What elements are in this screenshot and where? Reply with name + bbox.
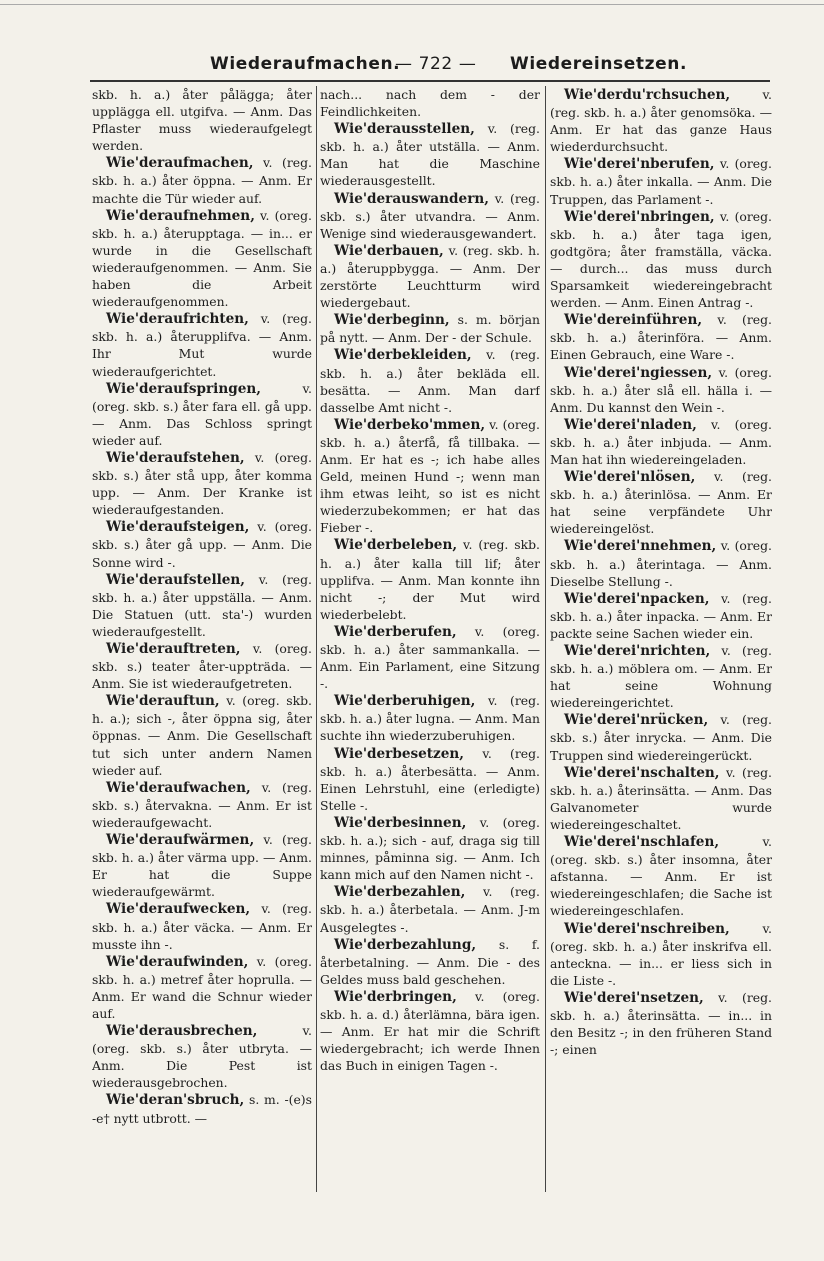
dictionary-entry bbox=[320, 86, 540, 120]
entry-headword: Wie'deraufwachen, bbox=[106, 779, 251, 796]
entry-definition: v. (reg. skb. h. a.) återinföra. — Anm. Einen Gebrauch, eine Ware -. bbox=[550, 312, 772, 363]
dictionary-entry bbox=[320, 242, 540, 311]
entry-definition: v. (reg. skb. s.) åter inrycka. — Anm. Die Truppen sind wiedereingerückt. bbox=[550, 712, 772, 763]
entry-headword: Wie'derdu'rchsuchen, bbox=[564, 87, 731, 103]
top-scan-rule bbox=[0, 4, 824, 5]
entry-headword: Wie'deraufstehen, bbox=[106, 449, 245, 466]
entry-definition: v. (reg. skb. h. a.) åter öppna. — Anm. Er machte die Tür wieder auf. bbox=[92, 155, 312, 206]
dictionary-entry bbox=[92, 449, 312, 518]
entry-definition: s. m. början på nytt. — Anm. Der - der Schule. bbox=[320, 312, 540, 346]
entry-definition: v. (reg. skb. h. a.) åter inpacka. — Anm. Er packte seine Sachen wieder ein. bbox=[550, 590, 772, 641]
entry-headword: Wie'derei'nladen, bbox=[564, 416, 697, 433]
entry-definition: v. (oreg. skb. h. a.) återupptaga. — in... er wurde in die Gesellschaft wiederaufgenommen. — Anm. Sie haben die Arbeit wiederaufgenommen. bbox=[92, 207, 312, 310]
entry-definition: v. (reg. skb. h. a.) åter genomsöka. — Anm. Er hat das ganze Haus wiederdurchsucht. bbox=[550, 87, 772, 155]
entry-headword: Wie'derei'nrücken, bbox=[564, 712, 709, 729]
dictionary-entry bbox=[92, 154, 312, 206]
entry-headword: Wie'derei'nberufen, bbox=[564, 156, 715, 173]
dictionary-entry bbox=[550, 537, 772, 589]
dictionary-entry bbox=[550, 920, 772, 989]
entry-headword: Wie'deraufstellen, bbox=[106, 571, 246, 588]
entry-definition: v. (oreg. skb. s.) åter fara ell. gå upp. — Anm. Das Schloss springt wieder auf. bbox=[92, 380, 312, 448]
entry-definition: v. (oreg. skb. h. a.) metref åter hoprulla. — Anm. Er wand die Schnur wieder auf. bbox=[92, 953, 312, 1021]
entry-headword: Wie'derei'nsetzen, bbox=[564, 989, 704, 1006]
dictionary-entry bbox=[550, 416, 772, 468]
entry-definition: v. (oreg. skb. h. a.) åter slå ell. hälla i. — Anm. Du kannst den Wein -. bbox=[550, 364, 772, 415]
dictionary-entry bbox=[92, 953, 312, 1022]
page-header bbox=[90, 50, 770, 80]
entry-headword: Wie'derbeko'mmen, bbox=[334, 416, 486, 433]
dictionary-entry bbox=[550, 989, 772, 1058]
entry-headword: Wie'derei'ngiessen, bbox=[564, 364, 713, 381]
entry-definition: v. (reg. skb. h. a.) möblera om. — Anm. Er hat seine Wohnung wiedereingerichtet. bbox=[550, 643, 772, 711]
dictionary-entry bbox=[92, 571, 312, 640]
entry-headword: Wie'derei'nlösen, bbox=[564, 469, 696, 486]
entry-headword: Wie'deraufwinden, bbox=[106, 953, 249, 970]
dictionary-entry bbox=[92, 1091, 312, 1126]
dictionary-entry bbox=[550, 590, 772, 642]
column-2 bbox=[320, 86, 540, 1196]
dictionary-entry bbox=[320, 623, 540, 692]
dictionary-entry bbox=[320, 745, 540, 814]
entry-headword: Wie'derbeginn, bbox=[334, 312, 450, 329]
entry-definition: s. f. återbetalning. — Anm. Die - des Geldes muss bald geschehen. bbox=[320, 936, 540, 987]
entry-headword: Wie'derei'nschalten, bbox=[564, 764, 720, 781]
entry-headword: Wie'derei'npacken, bbox=[564, 590, 710, 607]
entry-headword: Wie'derbezahlen, bbox=[334, 884, 466, 901]
entry-headword: Wie'derauswandern, bbox=[334, 190, 489, 207]
entry-definition: v. (reg. skb. s.) återvakna. — Anm. Er ist wiederaufgewacht. bbox=[92, 779, 312, 830]
entry-headword: Wie'deraufwecken, bbox=[106, 901, 251, 918]
entry-definition: v. (reg. skb. h. a.) återinsätta. — in... in den Besitz -; in den früheren Stand -; einen bbox=[550, 989, 772, 1058]
entry-definition: v. (reg. skb. h. a.) åter lugna. — Anm. Man suchte ihn wiederzuberuhigen. bbox=[320, 693, 540, 744]
dictionary-entry bbox=[550, 364, 772, 416]
entry-headword: Wie'deran'sbruch, bbox=[106, 1092, 245, 1109]
entry-definition: v. (oreg. skb. h. a.) återfå, få tillbaka. — Anm. Er hat es -; ich habe alles Geld, meinen Hund -; wenn man ihm etwas leiht, so ist es nicht wiederzubekommen; er hat das Fieber -. bbox=[320, 416, 540, 536]
entry-headword: Wie'derei'nschlafen, bbox=[564, 834, 720, 851]
entry-definition: v. (reg. skb. h. a.) återbetala. — Anm. J-m Ausgelegtes -. bbox=[320, 884, 540, 935]
entry-definition: v. (reg. skb. h. a.) åter bekläda ell. besätta. — Anm. Man darf dasselbe Amt nicht -. bbox=[320, 347, 540, 415]
entry-definition: v. (oreg. skb. h. a.) återintaga. — Anm. Dieselbe Stellung -. bbox=[550, 538, 772, 589]
dictionary-entry bbox=[92, 380, 312, 449]
entry-definition: v. (reg. skb. h. a.) åter utställa. — Anm. Man hat die Maschine wiederausgestellt. bbox=[320, 121, 540, 189]
column-1 bbox=[92, 86, 312, 1196]
dictionary-entry bbox=[92, 779, 312, 831]
dictionary-entry bbox=[92, 1022, 312, 1091]
dictionary-entry bbox=[550, 711, 772, 763]
dictionary-entry bbox=[550, 468, 772, 537]
entry-definition: v. (oreg. skb. s.) åter gå upp. — Anm. Die Sonne wird -. bbox=[92, 519, 312, 570]
entry-definition: v. (oreg. skb. h. a.); sich -, åter öppna sig, åter öppnas. — Anm. Die Gesellschaft tut sich unter andern Namen wieder auf. bbox=[92, 693, 312, 778]
dictionary-entry bbox=[550, 833, 772, 919]
dictionary-entry bbox=[550, 764, 772, 833]
entry-definition: v. (oreg. skb. h. a.) åter inbjuda. — Anm. Man hat ihn wiedereingeladen. bbox=[550, 416, 772, 467]
entry-definition: v. (oreg. skb. h. a.) åter inskrifva ell. anteckna. — in... er liess sich in die Liste -. bbox=[550, 920, 772, 988]
dictionary-entry bbox=[92, 207, 312, 311]
dictionary-entry bbox=[320, 346, 540, 415]
entry-definition: v. (oreg. skb. h. a. d.) återlämna, bära igen. — Anm. Er hat mir die Schrift wiedergebracht; ich werde Ihnen das Buch in einigen Tagen -. bbox=[320, 988, 540, 1074]
entry-headword: Wie'derauftreten, bbox=[106, 641, 241, 657]
dictionary-entry bbox=[550, 311, 772, 363]
dictionary-entry bbox=[320, 416, 540, 537]
entry-headword: Wie'derei'nrichten, bbox=[564, 643, 711, 659]
entry-definition: v. (reg. skb. s.) åter utvandra. — Anm. Wenige sind wiederausgewandert. bbox=[320, 190, 540, 241]
dictionary-entry bbox=[92, 640, 312, 692]
entry-definition: v. (reg. skb. h. a.) återupplifva. — Anm. Ihr Mut wurde wiederaufgerichtet. bbox=[92, 311, 312, 379]
dictionary-entry bbox=[320, 120, 540, 189]
entry-definition: v. (reg. skb. h. a.) återuppbygga. — Anm. Der zerstörte Leuchtturm wird wiedergebaut. bbox=[320, 242, 540, 311]
entry-headword: Wie'derbekleiden, bbox=[334, 347, 472, 364]
entry-definition: v. (oreg. skb. h. a.) åter sammankalla. — Anm. Ein Parlament, eine Sitzung -. bbox=[320, 623, 540, 692]
entry-definition: v. (oreg. skb. s.) åter utbryta. — Anm. Die Pest ist wiederausgebrochen. bbox=[92, 1023, 312, 1091]
entry-headword: Wie'derbeleben, bbox=[334, 537, 458, 554]
header-rule bbox=[90, 80, 770, 82]
entry-definition: v. (oreg. skb. s.) teater åter-uppträda. — Anm. Sie ist wiederaufgetreten. bbox=[92, 641, 312, 692]
entry-headword: Wie'deraufwärmen, bbox=[106, 832, 255, 849]
entry-definition: skb. h. a.) åter pålägga; åter upplägga ell. utgifva. — Anm. Das Pflaster muss wiederaufgelegt werden. bbox=[92, 87, 312, 154]
dictionary-entry bbox=[550, 86, 772, 155]
dictionary-entry bbox=[550, 642, 772, 711]
entry-headword: Wie'derei'nbringen, bbox=[564, 208, 715, 225]
entry-headword: Wie'derausbrechen, bbox=[106, 1023, 258, 1040]
entry-headword: Wie'derei'nnehmen, bbox=[564, 538, 717, 555]
entry-definition: v. (reg. skb. h. a.) åter väcka. — Anm. Er musste ihn -. bbox=[92, 901, 312, 952]
entry-headword: Wie'derausstellen, bbox=[334, 121, 475, 138]
entry-definition: s. m. -(e)s -e† nytt utbrott. — bbox=[92, 1092, 312, 1126]
dictionary-entry bbox=[92, 831, 312, 900]
entry-headword: Wie'derbezahlung, bbox=[334, 936, 477, 953]
dictionary-entry bbox=[320, 190, 540, 242]
entry-headword: Wie'dereinführen, bbox=[564, 312, 703, 329]
entry-headword: Wie'deraufspringen, bbox=[106, 380, 261, 397]
column-3 bbox=[550, 86, 772, 1196]
dictionary-entry bbox=[320, 988, 540, 1074]
entry-headword: Wie'derauftun, bbox=[106, 693, 220, 710]
column-divider-2 bbox=[545, 86, 546, 1192]
header-right-guide-word: Wiedereinsetzen. bbox=[510, 54, 688, 74]
entry-definition: v. (reg. skb. h. a.) återinsätta. — Anm. Das Galvanometer wurde wiedereingeschaltet. bbox=[550, 764, 772, 832]
entry-headword: Wie'derbringen, bbox=[334, 988, 457, 1005]
header-left-guide-word: Wiederaufmachen. bbox=[210, 54, 401, 74]
entry-definition: nach... nach dem - der Feindlichkeiten. bbox=[320, 87, 540, 120]
entry-headword: Wie'deraufmachen, bbox=[106, 155, 254, 172]
column-divider-1 bbox=[316, 86, 317, 1192]
entry-headword: Wie'derbesetzen, bbox=[334, 745, 465, 762]
entry-definition: v. (reg. skb. h. a.) åter uppställa. — Anm. Die Statuen (utt. sta'-) wurden wiederaufgestellt. bbox=[92, 571, 312, 639]
dictionary-entry bbox=[550, 155, 772, 207]
dictionary-entry bbox=[92, 692, 312, 778]
dictionary-entry bbox=[320, 536, 540, 622]
entry-definition: v. (oreg. skb. s.) åter insomna, åter afstanna. — Anm. Er ist wiedereingeschlafen; die Sache ist wiedereingeschlafen. bbox=[550, 834, 772, 919]
dictionary-entry bbox=[320, 311, 540, 346]
dictionary-columns bbox=[88, 86, 772, 1196]
dictionary-entry bbox=[92, 900, 312, 952]
entry-definition: v. (reg. skb. h. a.) åter värma upp. — Anm. Er hat die Suppe wiederaufgewärmt. bbox=[92, 832, 312, 900]
entry-headword: Wie'derberufen, bbox=[334, 623, 457, 640]
entry-headword: Wie'derbauen, bbox=[334, 242, 444, 259]
entry-headword: Wie'deraufnehmen, bbox=[106, 207, 255, 224]
entry-definition: v. (reg. skb. h. a.) åter kalla till lif; åter upplifva. — Anm. Man konnte ihn nicht -; der Mut wird wiederbelebt. bbox=[320, 537, 540, 622]
entry-definition: v. (reg. skb. h. a.) återbesätta. — Anm. Einen Lehrstuhl, eine (erledigte) Stelle -. bbox=[320, 745, 540, 813]
entry-headword: Wie'derbesinnen, bbox=[334, 814, 467, 831]
entry-headword: Wie'deraufsteigen, bbox=[106, 519, 250, 536]
dictionary-entry bbox=[92, 518, 312, 570]
entry-definition: v. (oreg. skb. h. a.); sich - auf, draga sig till minnes, påminna sig. — Anm. Ich kann mich auf den Namen nicht -. bbox=[320, 814, 540, 883]
dictionary-entry bbox=[320, 692, 540, 744]
dictionary-entry bbox=[320, 814, 540, 883]
entry-headword: Wie'derberuhigen, bbox=[334, 693, 476, 710]
page-number: — 722 — bbox=[395, 54, 477, 74]
dictionary-entry bbox=[320, 883, 540, 935]
dictionary-entry bbox=[320, 936, 540, 988]
dictionary-entry bbox=[92, 86, 312, 154]
entry-definition: v. (reg. skb. h. a.) återinlösa. — Anm. Er hat seine verpfändete Uhr wiedereingelöst. bbox=[550, 469, 772, 537]
entry-headword: Wie'deraufrichten, bbox=[106, 311, 249, 328]
entry-headword: Wie'derei'nschreiben, bbox=[564, 920, 730, 937]
entry-definition: v. (oreg. skb. h. a.) åter inkalla. — Anm. Die Truppen, das Parlament -. bbox=[550, 156, 772, 207]
entry-definition: v. (oreg. skb. s.) åter stå upp, åter komma upp. — Anm. Der Kranke ist wiederaufgestanden. bbox=[92, 449, 312, 518]
entry-definition: v. (oreg. skb. h. a.) åter taga igen, godtgöra; åter framställa, väcka. — durch... das muss durch Sparsamkeit wiedereingebracht werden. — Anm. Einen Antrag -. bbox=[550, 208, 772, 311]
dictionary-entry bbox=[550, 208, 772, 312]
dictionary-entry bbox=[92, 310, 312, 379]
